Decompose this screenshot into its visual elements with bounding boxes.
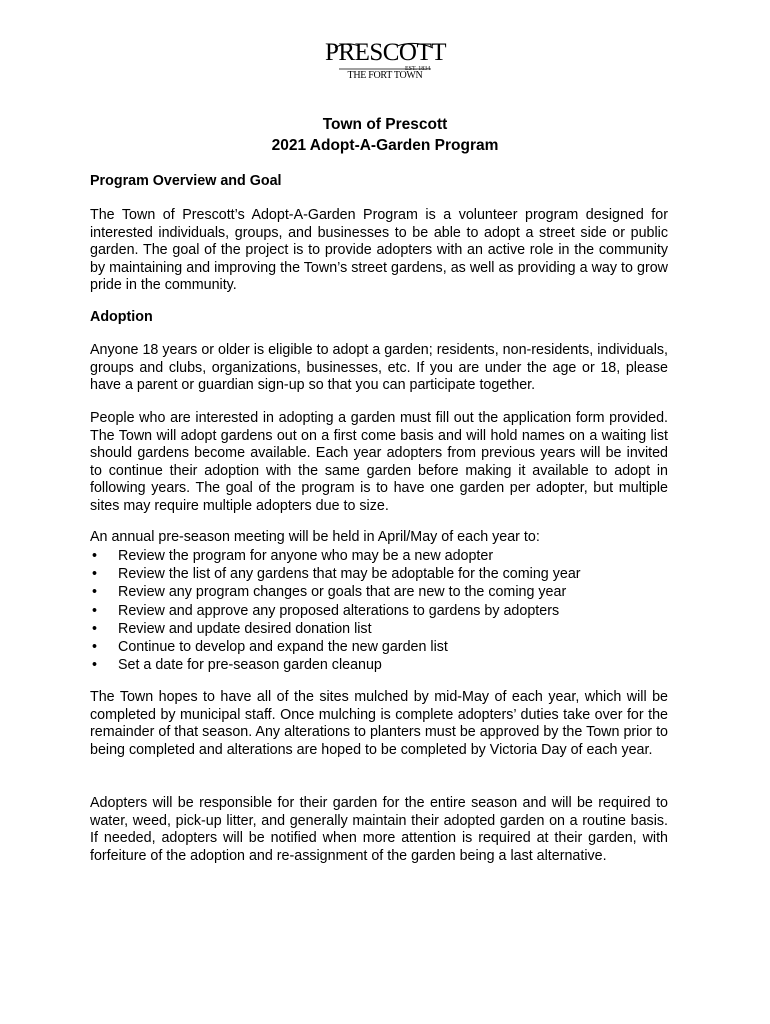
bullet-icon: •: [92, 620, 98, 637]
bullet-icon: •: [92, 602, 98, 619]
bullet-icon: •: [92, 566, 98, 583]
list-item: • Review and approve any proposed alterations to gardens by adopters: [92, 602, 560, 619]
bullet-icon: •: [92, 639, 98, 656]
logo-flourish-icon: [325, 40, 445, 90]
mulching-paragraph: The Town hopes to have all of the sites mulched by mid-May of each year, which will be completed by municipal staff. Once mulching is complete adopters’ duties take over for the remainder of that season. Any alterations to planters must be approved by the Town prior to being completed and alterations are hoped to be completed by Victoria Day of each year.: [90, 689, 668, 758]
adoption-eligibility-paragraph: Anyone 18 years or older is eligible to adopt a garden; residents, non-residents, individuals, groups and clubs, organizations, businesses, etc. If you are under the age or 18, please have a parent or guardian sign-up so that you can participate together.: [90, 342, 668, 394]
bullet-icon: •: [92, 657, 98, 674]
list-item: • Review the list of any gardens that may be adoptable for the coming year: [92, 566, 581, 583]
responsibility-paragraph: Adopters will be responsible for their garden for the entire season and will be required to water, weed, pick-up litter, and generally maintain their adopted garden on a routine basis. If needed, adopters will be notified when more attention is required at their garden, with forfeiture of the adoption and re-assignment of the garden being a last alternative.: [90, 795, 668, 864]
section-heading-overview: Program Overview and Goal: [90, 173, 282, 189]
list-item: • Review the program for anyone who may be a new adopter: [92, 548, 494, 564]
logo-established: EST. 1834: [405, 66, 431, 72]
list-item: • Review and update desired donation list: [92, 620, 372, 637]
bullet-icon: •: [92, 548, 98, 564]
section-heading-adoption: Adoption: [90, 309, 153, 325]
logo-name: PRESCOTT: [325, 39, 447, 66]
bullet-icon: •: [92, 584, 98, 601]
list-item: • Continue to develop and expand the new garden list: [92, 639, 448, 656]
adoption-process-paragraph: People who are interested in adopting a garden must fill out the application form provided. The Town will adopt gardens out on a first come basis and will hold names on a waiting list should gardens become available. Each year adopters from previous years will be invited to continue their adoption with the same garden before making it available to adopt in following years. The goal of the program is to have one garden per adopter, but multiple sites may require multiple adopters due to size.: [90, 410, 668, 514]
logo-tagline: THE FORT TOWN: [347, 70, 423, 81]
document-title: Town of Prescott: [322, 116, 448, 133]
list-item: • Review any program changes or goals that are new to the coming year: [92, 584, 567, 601]
overview-paragraph: The Town of Prescott’s Adopt-A-Garden Program is a volunteer program designed for interested individuals, groups, and businesses to be able to adopt a street side or public garden. The goal of the project is to provide adopters with an active role in the community by maintaining and improving the Town’s street gardens, as well as providing a way to grow pride in the community.: [90, 207, 668, 294]
town-logo: [325, 40, 445, 90]
list-item: • Set a date for pre-season garden cleanup: [92, 657, 382, 674]
meeting-intro: An annual pre-season meeting will be held in April/May of each year to:: [90, 529, 540, 545]
document-subtitle: 2021 Adopt-A-Garden Program: [271, 137, 499, 154]
meeting-agenda-list: [90, 547, 668, 674]
